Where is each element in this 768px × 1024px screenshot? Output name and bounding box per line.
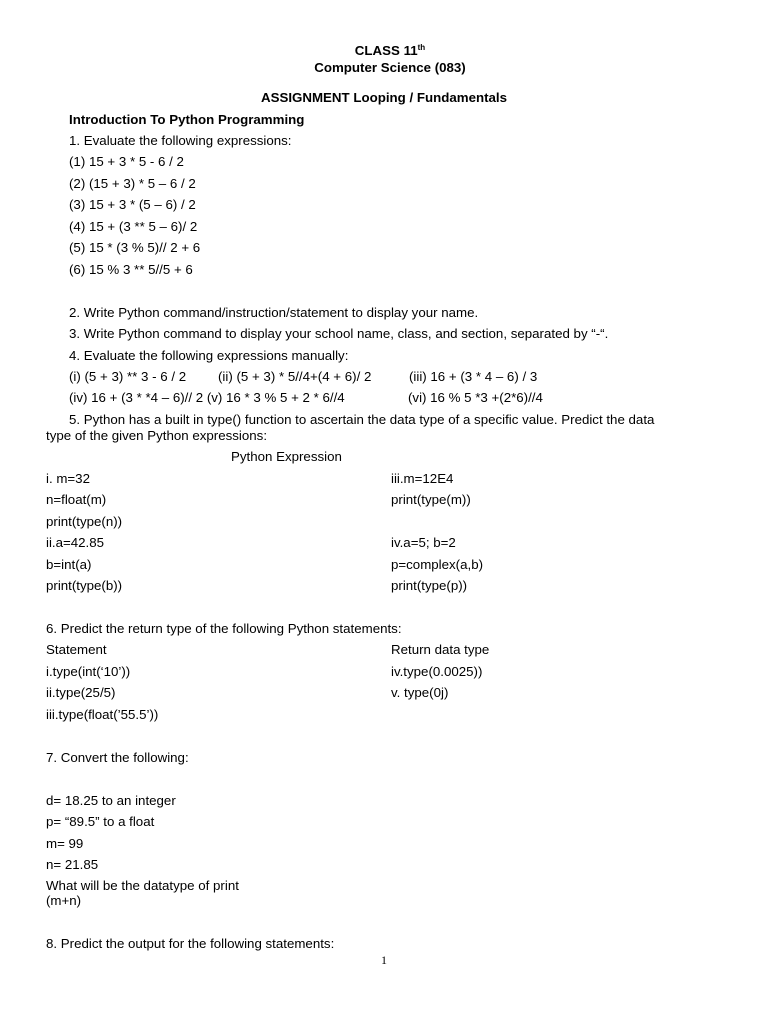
class-superscript: th <box>417 43 426 52</box>
q1-item: (1) 15 + 3 * 5 - 6 / 2 <box>69 154 184 169</box>
q4-expression: (i) (5 + 3) ** 3 - 6 / 2 <box>69 369 187 384</box>
q1-item: (5) 15 * (3 % 5)// 2 + 6 <box>69 240 201 255</box>
q7-item: p= “89.5” to a float <box>46 814 155 829</box>
q5-code-line: print(type(b)) <box>46 578 123 593</box>
q1-item: (2) (15 + 3) * 5 – 6 / 2 <box>69 176 196 191</box>
q1-item: (6) 15 % 3 ** 5//5 + 6 <box>69 262 193 277</box>
class-heading: CLASS 11th <box>354 43 426 58</box>
q4-expression: (vi) 16 % 5 *3 +(2*6)//4 <box>408 390 543 405</box>
assignment-title: ASSIGNMENT Looping / Fundamentals <box>261 90 507 105</box>
q7-item: What will be the datatype of print <box>46 878 239 893</box>
section-title: Introduction To Python Programming <box>69 112 305 127</box>
q5-code-line: b=int(a) <box>46 557 92 572</box>
q2-text: 2. Write Python command/instruction/statement to display your name. <box>69 305 479 320</box>
q7-prompt: 7. Convert the following: <box>46 750 189 765</box>
q6-statement: i.type(int(‘10’)) <box>46 664 131 679</box>
q5-code-line: iii.m=12E4 <box>391 471 454 486</box>
q5-prompt-line1: 5. Python has a built in type() function to ascertain the data type of a specific value. Predict the data <box>69 412 655 427</box>
q1-item: (3) 15 + 3 * (5 – 6) / 2 <box>69 197 196 212</box>
q7-item: (m+n) <box>46 893 82 908</box>
q5-code-line: print(type(n)) <box>46 514 123 529</box>
q1-prompt: 1. Evaluate the following expressions: <box>69 133 292 148</box>
q6-column-statement: Statement <box>46 642 107 657</box>
q4-expression: (iv) 16 + (3 * *4 – 6)// 2 (v) 16 * 3 % 5 + 2 * 6//4 <box>69 390 345 405</box>
q3-text: 3. Write Python command to display your school name, class, and section, separated by “-“. <box>69 326 609 341</box>
q6-statement: v. type(0j) <box>391 685 449 700</box>
q5-code-line: i. m=32 <box>46 471 90 486</box>
q4-expression: (ii) (5 + 3) * 5//4+(4 + 6)/ 2 <box>218 369 372 384</box>
q6-statement: ii.type(25/5) <box>46 685 116 700</box>
q5-code-line: print(type(m)) <box>391 492 471 507</box>
q6-statement: iii.type(float(’55.5’)) <box>46 707 159 722</box>
q5-column-heading: Python Expression <box>231 449 342 464</box>
q7-item: n= 21.85 <box>46 857 99 872</box>
q7-item: d= 18.25 to an integer <box>46 793 176 808</box>
q5-code-line: print(type(p)) <box>391 578 468 593</box>
q8-prompt: 8. Predict the output for the following statements: <box>46 936 335 951</box>
q4-prompt: 4. Evaluate the following expressions manually: <box>69 348 349 363</box>
q5-prompt-line2: type of the given Python expressions: <box>46 428 268 443</box>
q5-code-line: ii.a=42.85 <box>46 535 105 550</box>
q6-prompt: 6. Predict the return type of the following Python statements: <box>46 621 402 636</box>
q7-item: m= 99 <box>46 836 84 851</box>
q1-item: (4) 15 + (3 ** 5 – 6)/ 2 <box>69 219 198 234</box>
q5-code-line: iv.a=5; b=2 <box>391 535 456 550</box>
q6-statement: iv.type(0.0025)) <box>391 664 483 679</box>
subject-heading: Computer Science (083) <box>314 60 466 75</box>
q5-code-line: p=complex(a,b) <box>391 557 484 572</box>
page-number: 1 <box>381 953 387 967</box>
q6-column-return-type: Return data type <box>391 642 490 657</box>
q5-code-line: n=float(m) <box>46 492 107 507</box>
q4-expression: (iii) 16 + (3 * 4 – 6) / 3 <box>409 369 538 384</box>
